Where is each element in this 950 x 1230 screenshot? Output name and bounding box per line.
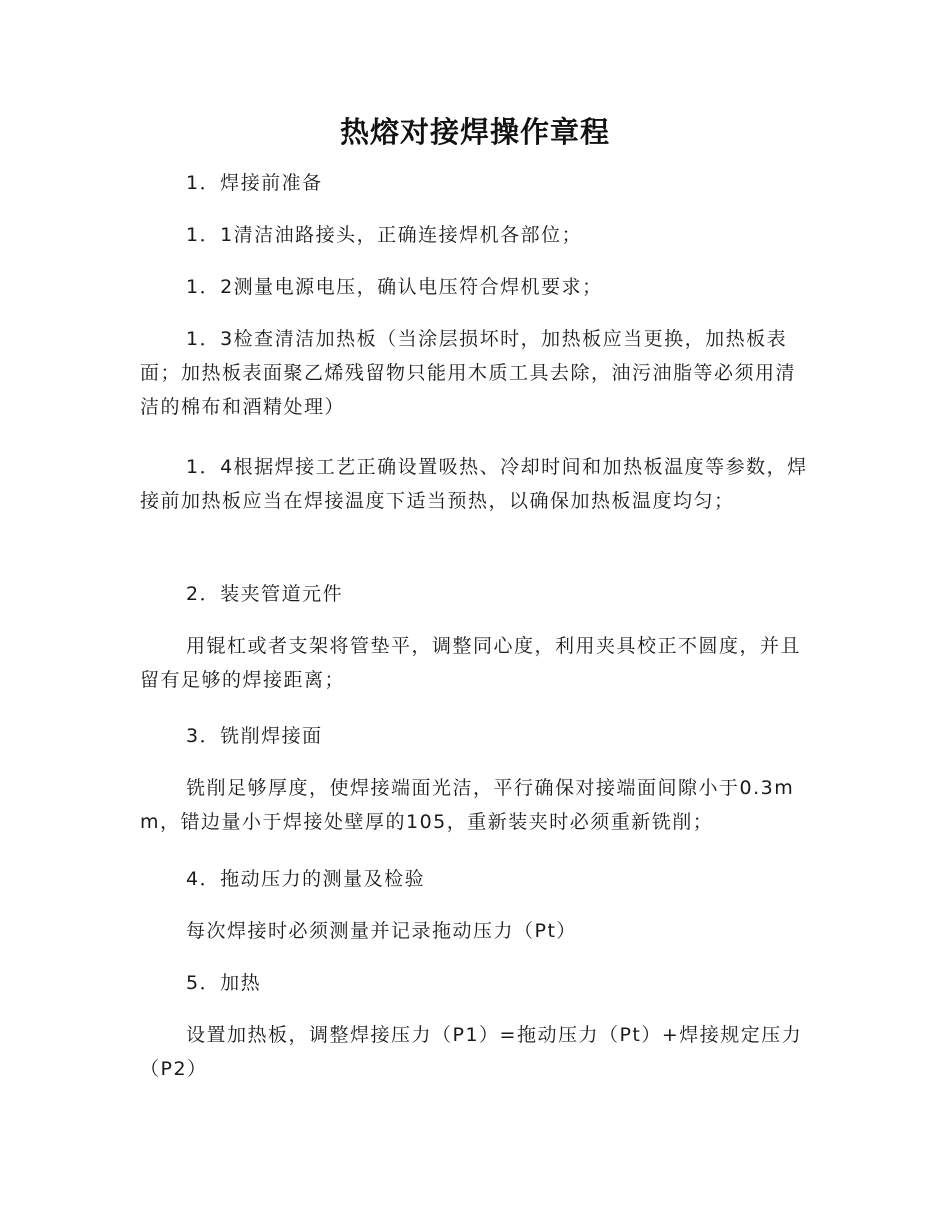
- paragraph-section-2-heading: 2．装夹管道元件: [186, 583, 344, 605]
- paragraph-section-2-body: 用锟杠或者支架将管垫平，调整同心度，利用夹具校正不圆度，并且留有足够的焊接距离；: [140, 635, 802, 691]
- paragraph-1-2: 1．2测量电源电压，确认电压符合焊机要求；: [186, 276, 603, 298]
- paragraph-section-4-body: 每次焊接时必须测量并记录拖动压力（Pt）: [186, 920, 577, 942]
- paragraph-section-4-heading: 4．拖动压力的测量及检验: [186, 868, 426, 890]
- paragraph-section-3-heading: 3．铣削焊接面: [186, 725, 323, 747]
- document-title: 热熔对接焊操作章程: [339, 115, 610, 149]
- paragraph-1-3: 1．3检查清洁加热板（当涂层损坏时，加热板应当更换，加热板表面；加热板表面聚乙烯残留物只能用木质工具去除，油污油脂等必须用清洁的棉布和酒精处理）: [140, 328, 797, 418]
- paragraph-section-1-heading: 1．焊接前准备: [186, 172, 323, 194]
- paragraph-section-3-body: 铣削足够厚度，使焊接端面光洁，平行确保对接端面间隙小于0.3mm，错边量小于焊接处壁厚的105，重新装夹时必须重新铣削；: [140, 777, 795, 833]
- paragraph-1-1: 1．1清洁油路接头，正确连接焊机各部位；: [186, 224, 583, 246]
- paragraph-section-5-body: 设置加热板，调整焊接压力（P1）=拖动压力（Pt）+焊接规定压力（P2）: [140, 1024, 803, 1080]
- paragraph-1-4: 1．4根据焊接工艺正确设置吸热、冷却时间和加热板温度等参数，焊接前加热板应当在焊接温度下适当预热，以确保加热板温度均匀；: [140, 456, 808, 512]
- paragraph-section-5-heading: 5．加热: [186, 972, 262, 994]
